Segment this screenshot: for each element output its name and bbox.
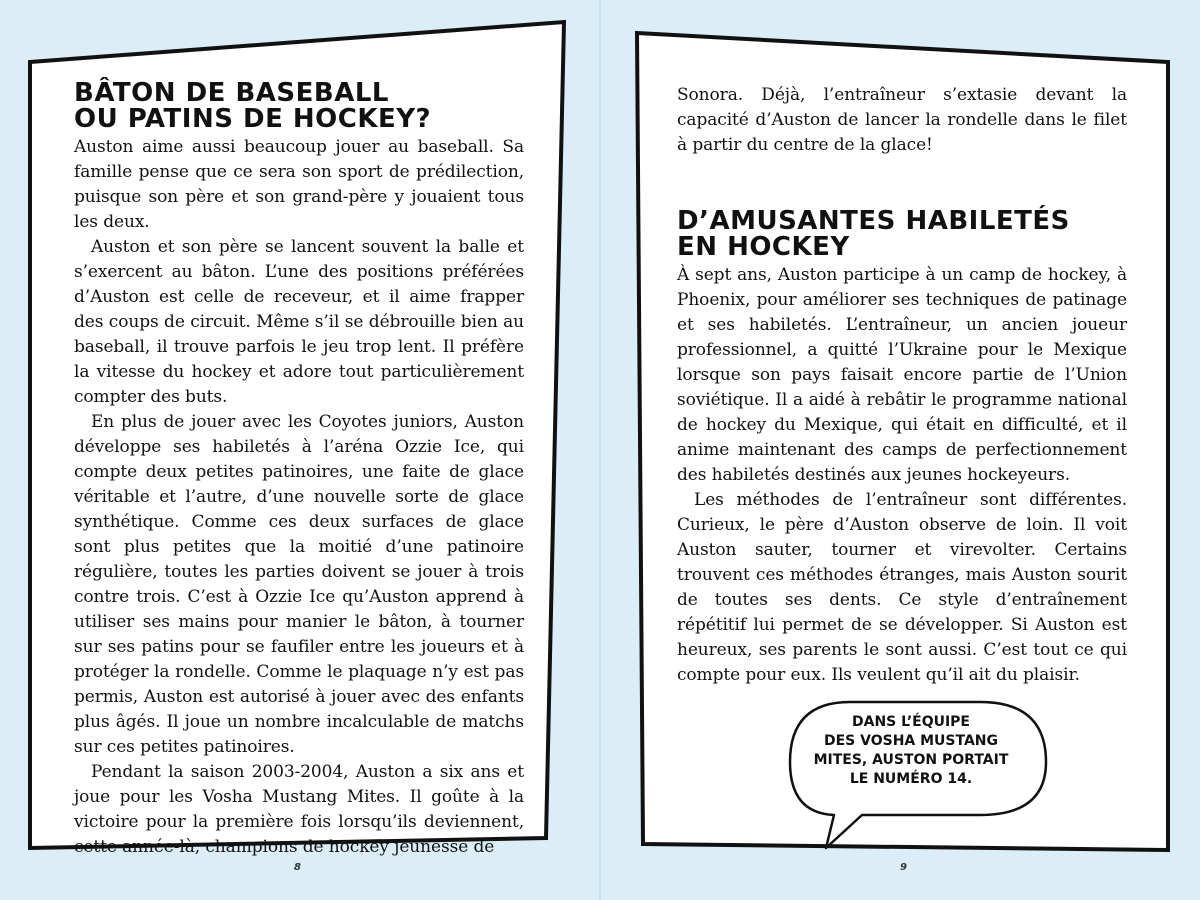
bubble-line-3: MITES, AUSTON PORTAIT — [813, 752, 1009, 768]
bubble-line-2: DES VOSHA MUSTANG — [823, 733, 999, 749]
left-paragraph-2: Auston et son père se lancent souvent la balle et s’exercent au bâton. L’une des positions préférées d’Auston est celle de receveur, et il aime frapper des coups de circuit. Même s’il se débrouille bien au baseball, il trouve parfois le jeu trop lent. Il préfère la vitesse du hockey et adore tout particulièrement compter des buts. — [74, 237, 524, 407]
left-paragraph-1: Auston aime aussi beaucoup jouer au baseball. Sa famille pense que ce sera son sport de prédilection, puisque son père et son grand-père y jouaient tous les deux. — [74, 137, 524, 232]
bubble-line-4: LE NUMÉRO 14. — [849, 771, 973, 787]
right-heading-line2: EN HOCKEY — [677, 232, 850, 262]
left-page-heading — [74, 80, 524, 132]
bubble-line-1: DANS L’ÉQUIPE — [851, 714, 970, 730]
speech-bubble-text — [796, 713, 1026, 789]
left-page-number: 8 — [294, 862, 301, 873]
right-page-number: 9 — [900, 862, 907, 873]
left-heading-line1: BÂTON DE BASEBALL — [74, 78, 389, 108]
right-paragraph-1: À sept ans, Auston participe à un camp de hockey, à Phoenix, pour améliorer ses techniques de patinage et ses habiletés. L’entraîneur, un ancien joueur professionnel, a quitté l’Ukraine pour le Mexique lorsque son pays faisait encore partie de l’Union soviétique. Il a aidé à rebâtir le programme national de hockey du Mexique, qui était en difficulté, et il anime maintenant des camps de perfectionnement des habiletés destinés aux jeunes hockeyeurs. — [677, 265, 1127, 485]
left-heading-line2: OU PATINS DE HOCKEY? — [74, 104, 432, 134]
left-paragraph-4: Pendant la saison 2003-2004, Auston a six ans et joue pour les Vosha Mustang Mites. Il goûte à la victoire pour la première fois lorsqu’ils deviennent, cette année-là, champions de hockey jeunesse de — [74, 762, 524, 857]
left-paragraph-3: En plus de jouer avec les Coyotes juniors, Auston développe ses habiletés à l’aréna Ozzie Ice, qui compte deux petites patinoires, une faite de glace véritable et l’autre, d’une nouvelle sorte de glace synthétique. Comme ces deux surfaces de glace sont plus petites que la moitié d’une patinoire régulière, toutes les parties doivent se jouer à trois contre trois. C’est à Ozzie Ice qu’Auston apprend à utiliser ses mains pour manier le bâton, à tourner sur ses patins pour se faufiler entre les joueurs et à protéger la rondelle. Comme le plaquage n’y est pas permis, Auston est autorisé à jouer avec des enfants plus âgés. Il joue un nombre incalculable de matchs sur ces petites patinoires. — [74, 412, 524, 757]
right-paragraph-2: Les méthodes de l’entraîneur sont différentes. Curieux, le père d’Auston observe de loin. Il voit Auston sauter, tourner et virevolter. Certains trouvent ces méthodes étranges, mais Auston sourit de toutes ses dents. Ce style d’entraînement répétitif lui permet de se développer. Si Auston est heureux, ses parents le sont aussi. C’est tout ce qui compte pour eux. Ils veulent qu’il ait du plaisir. — [677, 490, 1127, 685]
left-page-content — [74, 80, 524, 860]
right-page-content — [677, 83, 1127, 688]
right-continued-paragraph: Sonora. Déjà, l’entraîneur s’extasie devant la capacité d’Auston de lancer la rondelle dans le filet à partir du centre de la glace! — [677, 85, 1127, 155]
right-page-heading — [677, 208, 1127, 260]
right-heading-line1: D’AMUSANTES HABILETÉS — [677, 206, 1070, 236]
